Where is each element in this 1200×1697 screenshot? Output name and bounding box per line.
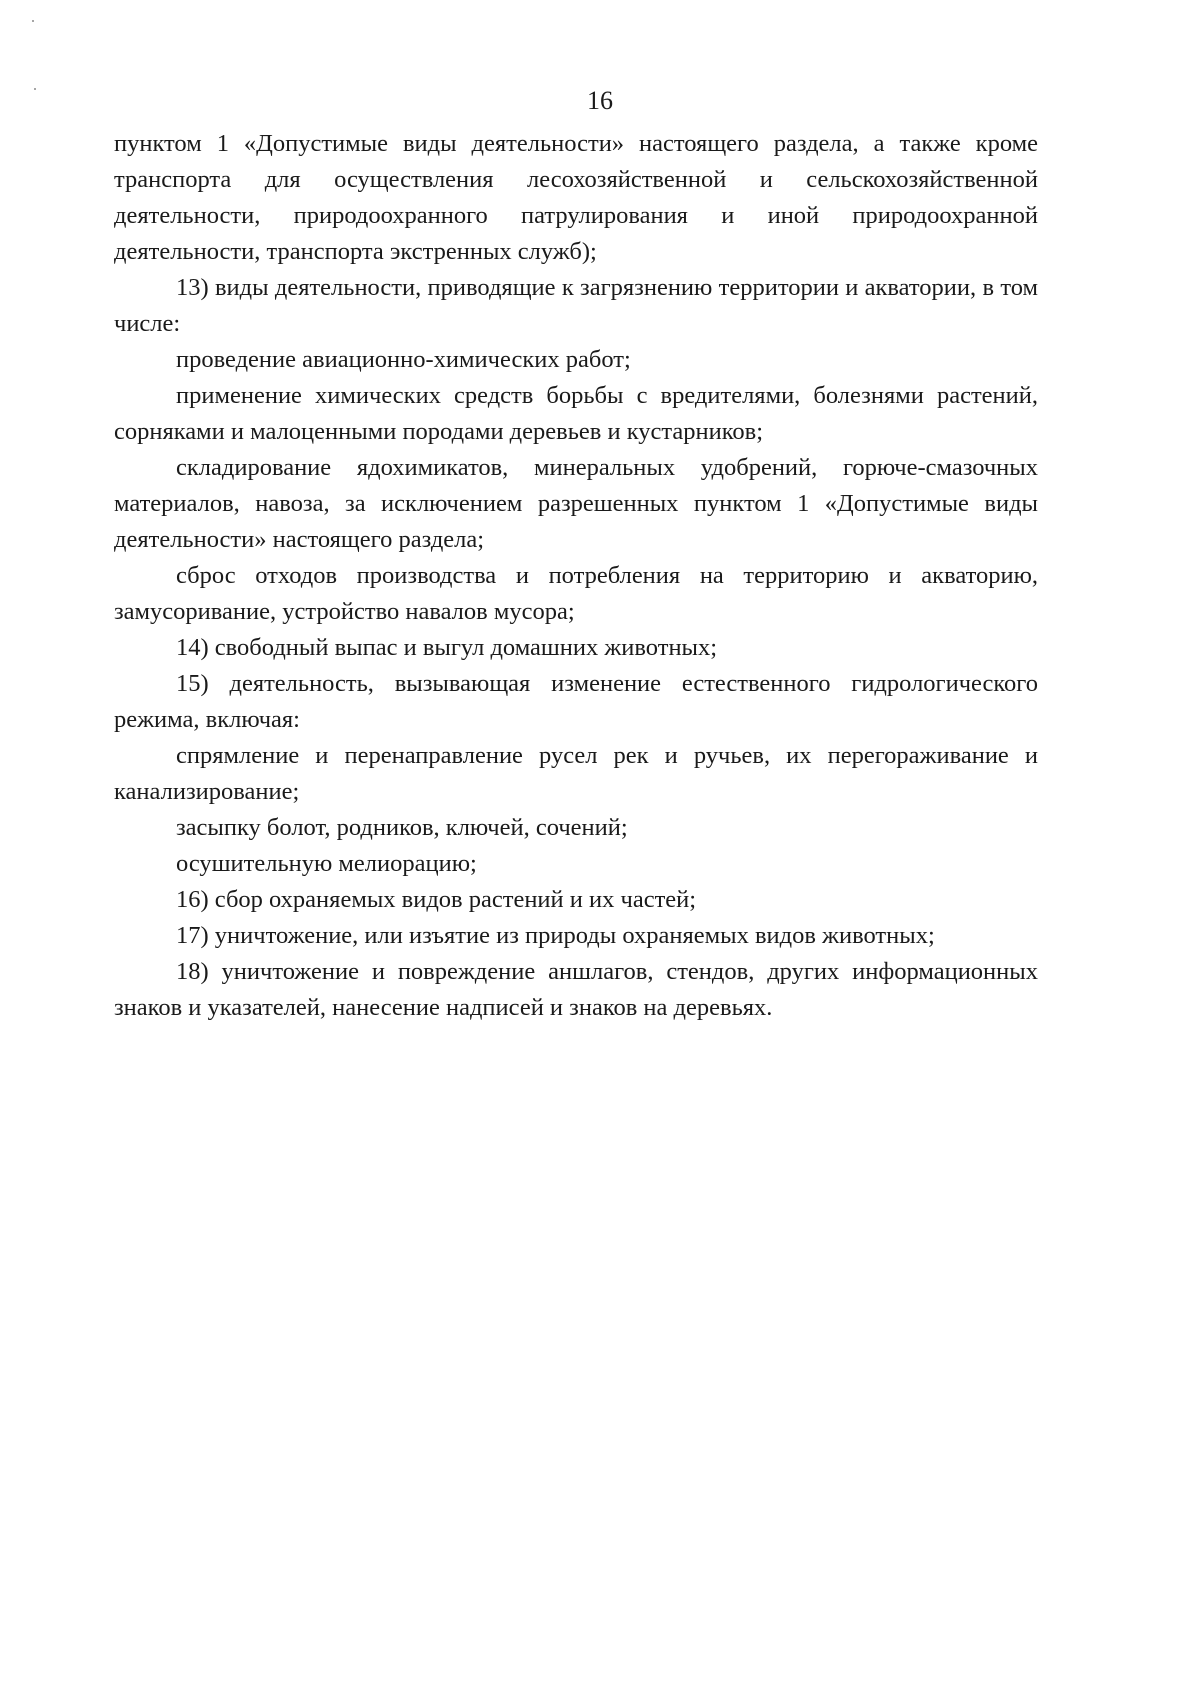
paragraph-14: 18) уничтожение и повреждение аншлагов, стендов, других информационных знаков и указателей, нанесение надписей и знаков на деревьях.	[114, 958, 1038, 1021]
paragraph-8: 15) деятельность, вызывающая изменение естественного гидрологического режима, включая:	[114, 670, 1038, 733]
paragraph-11: осушительную мелиорацию;	[176, 850, 477, 877]
paragraph-2: 13) виды деятельности, приводящие к загрязнению территории и акватории, в том числе:	[114, 274, 1038, 337]
document-body	[114, 126, 1038, 1026]
paragraph-5: складирование ядохимикатов, минеральных удобрений, горюче-смазочных материалов, навоза, за исключением разрешенных пунктом 1 «Допустимые виды деятельности» настоящего раздела;	[114, 454, 1038, 553]
paragraph-10: засыпку болот, родников, ключей, сочений;	[176, 814, 628, 841]
paragraph-7: 14) свободный выпас и выгул домашних животных;	[176, 634, 718, 661]
paragraph-1: пунктом 1 «Допустимые виды деятельности» настоящего раздела, а также кроме транспорта для осуществления лесохозяйственной и сельскохозяйственной деятельности, природоохранного патрулирования и иной природоохранной деятельности, транспорта экстренных служб);	[114, 130, 1038, 265]
paragraph-12: 16) сбор охраняемых видов растений и их частей;	[176, 886, 697, 913]
paragraph-9: спрямление и перенаправление русел рек и ручьев, их перегораживание и канализирование;	[114, 742, 1038, 805]
paragraph-13: 17) уничтожение, или изъятие из природы охраняемых видов животных;	[176, 922, 935, 949]
scan-speck	[32, 20, 34, 22]
paragraph-4: применение химических средств борьбы с вредителями, болезнями растений, сорняками и малоценными породами деревьев и кустарников;	[114, 382, 1038, 445]
paragraph-6: сброс отходов производства и потребления на территорию и акваторию, замусоривание, устройство навалов мусора;	[114, 562, 1038, 625]
paragraph-3: проведение авиационно-химических работ;	[176, 346, 631, 373]
page-number: 16	[587, 86, 613, 115]
